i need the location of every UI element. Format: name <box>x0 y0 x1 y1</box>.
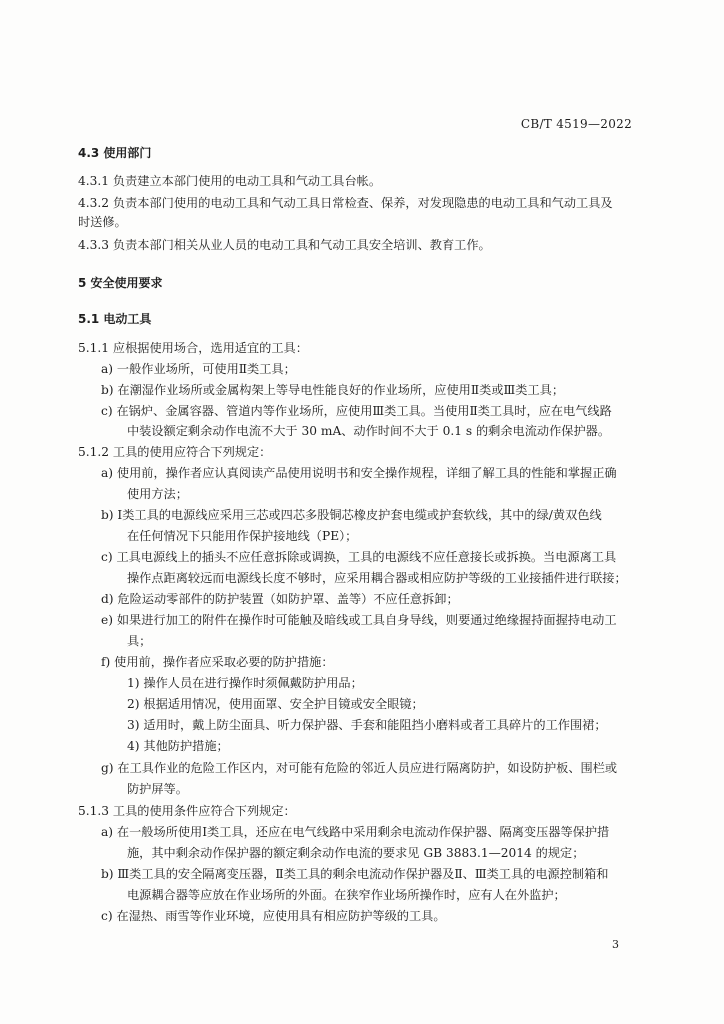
clause-5-1-3: 5.1.3 工具的使用条件应符合下列规定： <box>78 804 296 818</box>
list-subitem-5-1-2-f-3: 3) 适用时，戴上防尘面具、听力保护器、手套和能阻挡小磨料或者工具碎片的工作围裙； <box>127 718 607 732</box>
list-item-5-1-2-b-cont: 在任何情况下只能用作保护接地线（PE）； <box>127 529 358 543</box>
list-item-5-1-3-b: b) Ⅲ类工具的安全隔离变压器，Ⅱ类工具的剩余电流动作保护器及Ⅱ、Ⅲ类工具的电源控制箱和 <box>101 867 609 881</box>
list-item-5-1-1-b: b) 在潮湿作业场所或金属构架上等导电性能良好的作业场所，应使用Ⅱ类或Ⅲ类工具； <box>101 383 565 397</box>
list-item-5-1-2-c-cont: 操作点距离较远而电源线长度不够时，应采用耦合器或相应防护等级的工业接插件进行联接； <box>127 571 627 585</box>
document-code: CB/T 4519—2022 <box>520 117 632 131</box>
list-item-5-1-2-c: c) 工具电源线上的插头不应任意拆除或调换，工具的电源线不应任意接长或拆换。当电源离工具 <box>101 550 617 564</box>
clause-4-3-3: 4.3.3 负责本部门相关从业人员的电动工具和气动工具安全培训、教育工作。 <box>78 238 491 252</box>
list-item-5-1-2-f: f) 使用前，操作者应采取必要的防护措施： <box>101 655 334 669</box>
list-subitem-5-1-2-f-4: 4) 其他防护措施； <box>127 739 229 753</box>
heading-5: 5 安全使用要求 <box>78 276 163 290</box>
list-item-5-1-3-c: c) 在湿热、雨雪等作业环境，应使用具有相应防护等级的工具。 <box>101 909 446 923</box>
list-item-5-1-3-a: a) 在一般场所使用Ⅰ类工具，还应在电气线路中采用剩余电流动作保护器、隔离变压器等保护措 <box>101 825 610 839</box>
list-subitem-5-1-2-f-1: 1) 操作人员在进行操作时须佩戴防护用品； <box>127 676 363 690</box>
clause-4-3-1: 4.3.1 负责建立本部门使用的电动工具和气动工具台帐。 <box>78 174 382 188</box>
list-item-5-1-2-e-cont: 具； <box>127 634 152 648</box>
clause-4-3-2: 4.3.2 负责本部门使用的电动工具和气动工具日常检查、保养，对发现隐患的电动工具和气动工具及 <box>78 196 613 210</box>
list-subitem-5-1-2-f-2: 2) 根据适用情况，使用面罩、安全护目镜或安全眼镜； <box>127 697 424 711</box>
list-item-5-1-2-a-cont: 使用方法； <box>127 487 188 501</box>
page-number: 3 <box>612 938 619 951</box>
list-item-5-1-1-c-cont: 中装设额定剩余动作电流不大于 30 mA、动作时间不大于 0.1 s 的剩余电流动作保护器。 <box>127 424 611 438</box>
list-item-5-1-1-c: c) 在锅炉、金属容器、管道内等作业场所，应使用Ⅲ类工具。当使用Ⅱ类工具时，应在电气线路 <box>101 404 612 418</box>
list-item-5-1-3-a-cont: 施，其中剩余动作保护器的额定剩余动作电流的要求见 GB 3883.1—2014 的规定； <box>127 846 585 860</box>
list-item-5-1-2-e: e) 如果进行加工的附件在操作时可能触及暗线或工具自身导线，则要通过绝缘握持面握持电动工 <box>101 613 617 627</box>
list-item-5-1-2-g: g) 在工具作业的危险工作区内，对可能有危险的邻近人员应进行隔离防护，如设防护板、围栏或 <box>101 761 618 775</box>
list-item-5-1-2-d: d) 危险运动零部件的防护装置（如防护罩、盖等）不应任意拆卸； <box>101 592 459 606</box>
list-item-5-1-1-a: a) 一般作业场所，可使用Ⅱ类工具； <box>101 362 296 376</box>
list-item-5-1-2-a: a) 使用前，操作者应认真阅读产品使用说明书和安全操作规程，详细了解工具的性能和掌握正确 <box>101 466 617 480</box>
heading-5-1: 5.1 电动工具 <box>78 312 152 326</box>
clause-5-1-1: 5.1.1 应根据使用场合，选用适宜的工具： <box>78 341 308 355</box>
clause-5-1-2: 5.1.2 工具的使用应符合下列规定： <box>78 445 272 459</box>
list-item-5-1-2-b: b) Ⅰ类工具的电源线应采用三芯或四芯多股铜芯橡皮护套电缆或护套软线，其中的绿/黄双色线 <box>101 508 602 522</box>
heading-4-3: 4.3 使用部门 <box>78 146 152 160</box>
clause-4-3-2-cont: 时送修。 <box>78 215 127 229</box>
list-item-5-1-2-g-cont: 防护屏等。 <box>127 782 188 796</box>
list-item-5-1-3-b-cont: 电源耦合器等应放在作业场所的外面。在狭窄作业场所操作时，应有人在外监护； <box>127 888 566 902</box>
